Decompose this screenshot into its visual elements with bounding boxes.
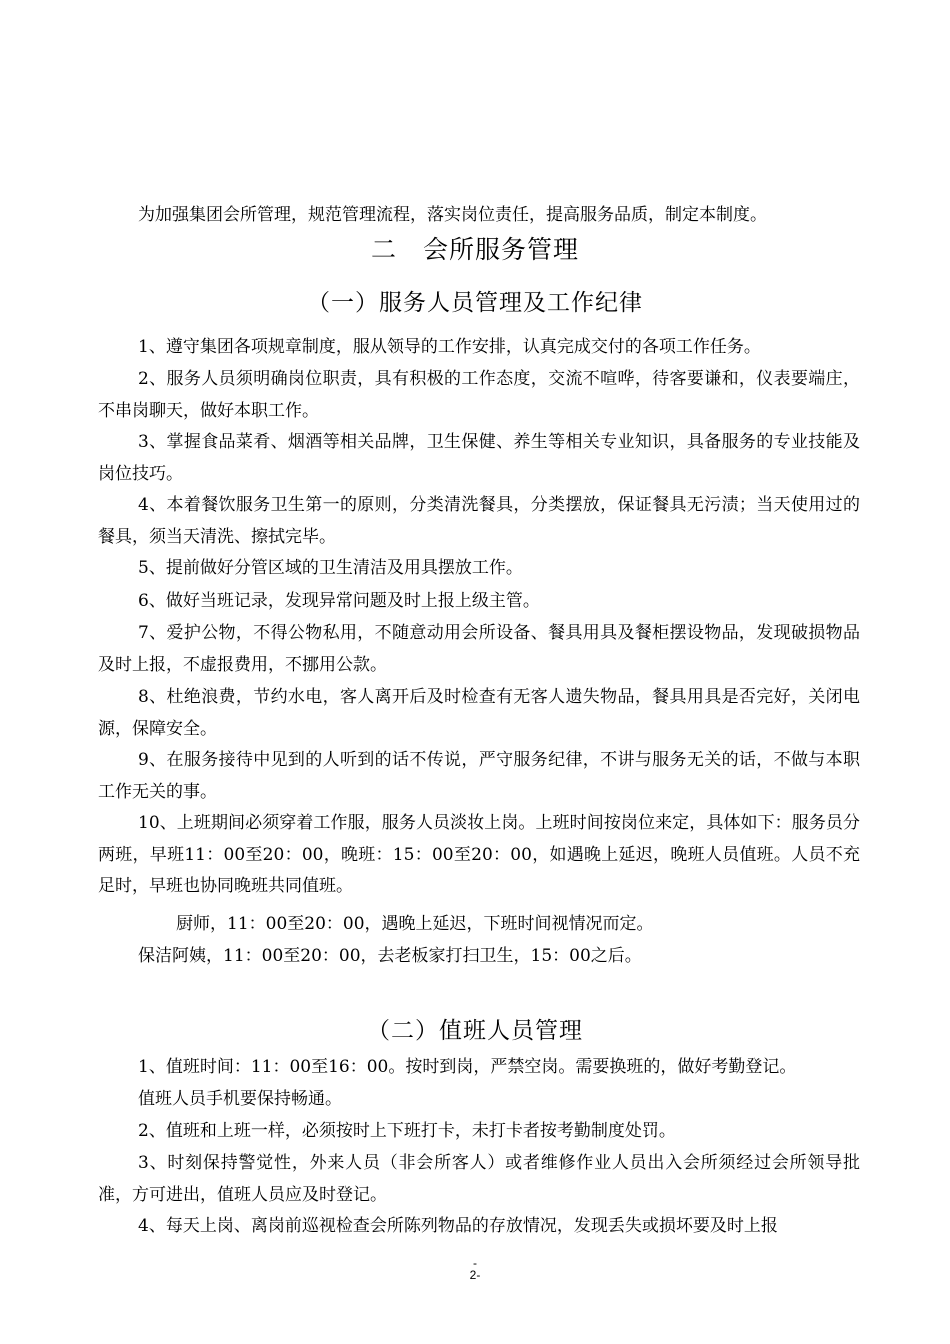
rule-item-5: 5、提前做好分管区域的卫生清洁及用具摆放工作。	[138, 558, 523, 578]
footer-dash: -	[473, 1256, 477, 1270]
duty-item-1-cont: 值班人员手机要保持畅通。	[138, 1089, 342, 1109]
rule-item-7: 7、爱护公物，不得公物私用，不随意动用会所设备、餐具用具及餐柜摆设物品，发现破损物品及时上报，不虚报费用，不挪用公款。	[98, 623, 860, 675]
cleaner-shift-line: 保洁阿姨，11：00至20：00，去老板家打扫卫生，15：00之后。	[138, 946, 642, 966]
subsection-title-1: （一）服务人员管理及工作纪律	[307, 290, 643, 316]
duty-item-3: 3、时刻保持警觉性，外来人员（非会所客人）或者维修作业人员出入会所须经过会所领导批准，方可进出，值班人员应及时登记。	[98, 1153, 860, 1205]
duty-item-4: 4、每天上岗、离岗前巡视检查会所陈列物品的存放情况，发现丢失或损坏要及时上报	[138, 1216, 778, 1236]
subsection-title-2: （二）值班人员管理	[367, 1018, 583, 1044]
rule-item-4: 4、本着餐饮服务卫生第一的原则，分类清洗餐具，分类摆放，保证餐具无污渍；当天使用过的餐具，须当天清洗、擦拭完毕。	[98, 495, 860, 547]
rule-item-3: 3、掌握食品菜肴、烟酒等相关品牌，卫生保健、养生等相关专业知识，具备服务的专业技能及岗位技巧。	[98, 432, 860, 484]
rule-item-8: 8、杜绝浪费，节约水电，客人离开后及时检查有无客人遗失物品，餐具用具是否完好，关闭电源，保障安全。	[98, 687, 860, 739]
rule-item-6: 6、做好当班记录，发现异常问题及时上报上级主管。	[138, 591, 540, 611]
section-title: 二 会所服务管理	[370, 235, 579, 264]
intro-text: 为加强集团会所管理，规范管理流程，落实岗位责任，提高服务品质，制定本制度。	[138, 205, 767, 225]
duty-item-2: 2、值班和上班一样，必须按时上下班打卡，未打卡者按考勤制度处罚。	[138, 1121, 676, 1141]
rule-item-2: 2、服务人员须明确岗位职责，具有积极的工作态度，交流不喧哗，待客要谦和，仪表要端庄，不串岗聊天，做好本职工作。	[98, 369, 860, 421]
rule-item-1: 1、遵守集团各项规章制度，服从领导的工作安排，认真完成交付的各项工作任务。	[138, 337, 761, 357]
rule-item-10: 10、上班期间必须穿着工作服，服务人员淡妆上岗。上班时间按岗位来定，具体如下：服务员分两班，早班11：00至20：00，晚班：15：00至20：00，如遇晚上延迟，晚班人员值班。人员不充足时，早班也协同晚班共同值班。	[98, 813, 860, 896]
duty-item-1: 1、值班时间：11：00至16：00。按时到岗，严禁空岗。需要换班的，做好考勤登记。	[138, 1057, 797, 1077]
chef-shift-line: 厨师，11：00至20：00，遇晚上延迟，下班时间视情况而定。	[176, 914, 654, 934]
rule-item-9: 9、在服务接待中见到的人听到的话不传说，严守服务纪律，不讲与服务无关的话，不做与本职工作无关的事。	[98, 750, 860, 802]
page-number: 2-	[469, 1268, 481, 1282]
